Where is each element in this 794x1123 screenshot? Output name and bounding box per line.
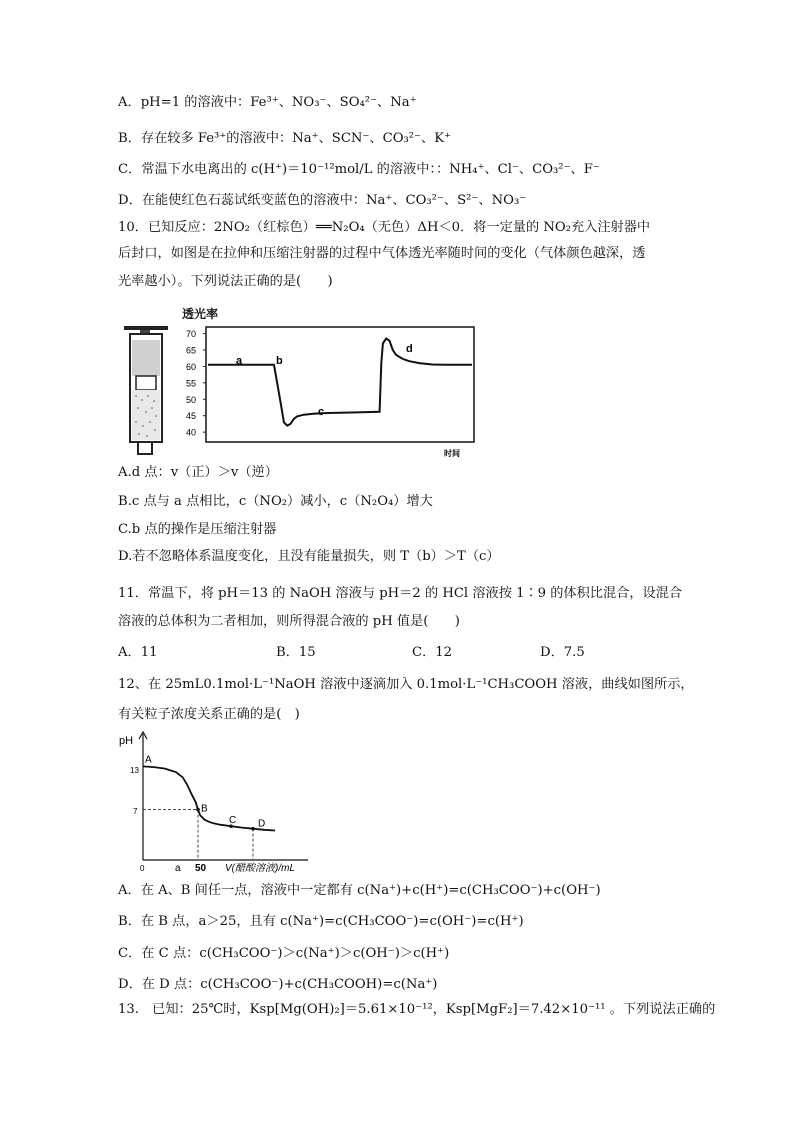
q12-option-d: D．在 D 点：c(CH₃COO⁻)+c(CH₃COOH)=c(Na⁺) [118, 977, 438, 992]
q10-option-b: B.c 点与 a 点相比，c（NO₂）减小，c（N₂O₄）增大 [118, 494, 433, 509]
q12-stem-line2: 有关粒子浓度关系正确的是( ) [118, 707, 300, 722]
chart10-point-c: c [318, 406, 325, 418]
chart12-ytick-7: 7 [133, 807, 138, 816]
q10-stem-line3: 光率越小）。下列说法正确的是( ) [118, 274, 333, 289]
q9-option-a: A．pH=1 的溶液中：Fe³⁺、NO₃⁻、SO₄²⁻、Na⁺ [118, 95, 417, 110]
q11-option-a: A．11 [118, 645, 158, 660]
chart10-ytick: 70 [186, 329, 197, 340]
q13-stem-line1: 13. 已知：25℃时，Ksp[Mg(OH)₂]＝5.61×10⁻¹²，Ksp[MgF₂]＝7.42×10⁻¹¹ 。下列说法正确的 [118, 1002, 716, 1017]
chart12-xtick-50: 50 [195, 863, 207, 874]
chart12-point-c: C [229, 815, 237, 827]
chart10-ytick: 45 [186, 411, 197, 422]
chart10-ytick: 55 [186, 378, 197, 389]
q11-option-c: C．12 [412, 645, 453, 660]
chart10-y-axis [186, 329, 206, 438]
chart12-xtick-a: a [175, 863, 181, 874]
q10-figure [118, 304, 478, 462]
chart12-point-d: D [258, 818, 266, 830]
chart10-ytick: 50 [186, 394, 197, 405]
chart10-series-transmittance [208, 339, 472, 426]
chart12-y-label: pH [119, 735, 134, 747]
q10-stem-line1: 10．已知反应：2NO₂（红棕色）══N₂O₄（无色）ΔH＜0．将一定量的 NO₂充入注射器中 [118, 220, 651, 235]
q12-option-a: A．在 A、B 间任一点，溶液中一定都有 c(Na⁺)+c(H⁺)=c(CH₃COO⁻)+c(OH⁻) [118, 883, 601, 898]
q10-stem-line2: 后封口，如图是在拉伸和压缩注射器的过程中气体透光率随时间的变化（气体颜色越深，透 [118, 246, 646, 261]
chart12-guide-lines [143, 810, 253, 860]
q11-stem-line2: 溶液的总体积为二者相加，则所得混合液的 pH 值是( ) [118, 614, 460, 629]
chart12-point-b-marker [196, 808, 200, 812]
q9-option-b: B．存在较多 Fe³⁺的溶液中：Na⁺、SCN⁻、CO₃²⁻、K⁺ [118, 131, 452, 146]
q11-option-b: B．15 [276, 645, 316, 660]
chart10-ytick: 65 [186, 345, 197, 356]
q12-option-b: B．在 B 点，a＞25，且有 c(Na⁺)=c(CH₃COO⁻)=c(OH⁻)=c(H⁺) [118, 914, 524, 929]
syringe-icon [124, 326, 168, 454]
chart10-ytick: 60 [186, 361, 197, 372]
chart12-ytick-13: 13 [130, 766, 139, 775]
chart10-point-b: b [276, 355, 283, 367]
q12-option-c: C．在 C 点：c(CH₃COO⁻)＞c(Na⁺)＞c(OH⁻)＞c(H⁺) [118, 946, 450, 961]
q11-option-d: D．7.5 [540, 645, 585, 660]
q12-figure [118, 728, 318, 878]
q10-option-d: D.若不忽略体系温度变化，且没有能量损失，则 T（b）＞T（c） [118, 549, 500, 564]
chart12-xtick-0: 0 [140, 864, 145, 873]
chart10-title: 透光率 [182, 307, 219, 321]
q9-option-c: C．常温下水电离出的 c(H⁺)＝10⁻¹²mol/L 的溶液中：：NH₄⁺、Cl⁻、CO₃²⁻、F⁻ [118, 162, 600, 177]
q9-option-d: D．在能使红色石蕊试纸变蓝色的溶液中：Na⁺、CO₃²⁻、S²⁻、NO₃⁻ [118, 193, 527, 208]
chart10-x-label: 时间 [444, 449, 460, 458]
q10-option-c: C.b 点的操作是压缩注射器 [118, 522, 277, 537]
chart10-point-d: d [406, 343, 413, 355]
chart12-point-a: A [145, 754, 152, 766]
chart12-x-label: V(醋酸溶液)/mL [225, 863, 295, 874]
chart10-frame [206, 327, 474, 442]
q10-option-a: A.d 点：v（正）＞v（逆） [118, 465, 278, 480]
chart10-point-a: a [236, 355, 243, 367]
chart12-point-d-marker [251, 827, 255, 831]
chart10-ytick: 40 [186, 427, 197, 438]
q11-stem-line1: 11．常温下，将 pH＝13 的 NaOH 溶液与 pH＝2 的 HCl 溶液按 1∶9 的体积比混合，设混合 [118, 586, 683, 601]
q12-stem-line1: 12、在 25mL0.1mol·L⁻¹NaOH 溶液中逐滴加入 0.1mol·L⁻¹CH₃COOH 溶液，曲线如图所示， [118, 677, 694, 692]
chart12-series-ph [143, 766, 275, 830]
chart12-point-b: B [201, 803, 208, 815]
